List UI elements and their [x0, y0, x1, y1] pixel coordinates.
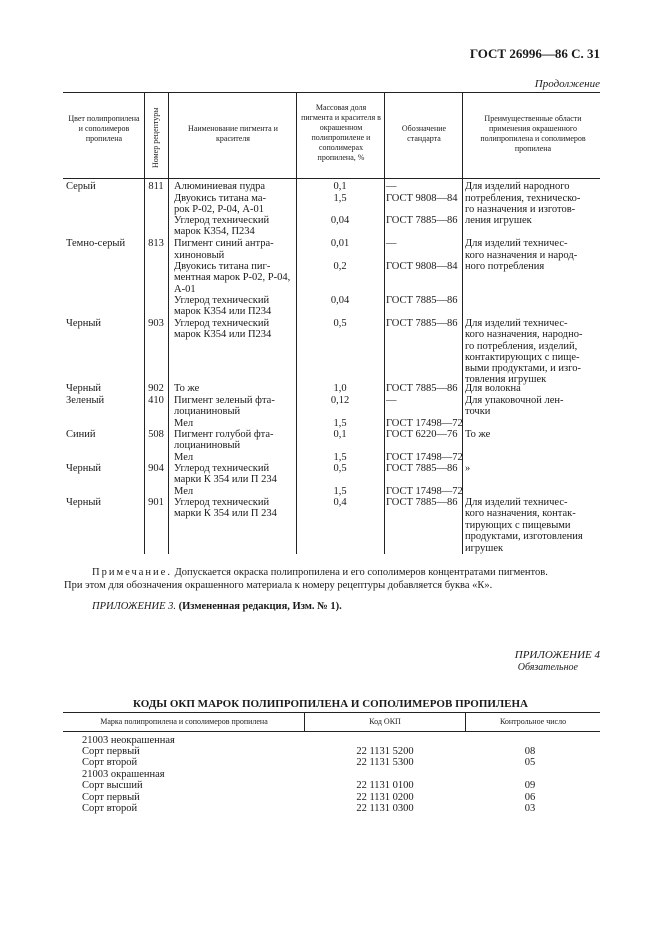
table2-header-code: Код ОКП — [369, 717, 401, 726]
cell-pigment-name: хиноновый — [174, 250, 225, 261]
cell-application: кого назначения, контак- — [465, 508, 576, 519]
cell-color: Черный — [66, 383, 102, 394]
cell-mass-fraction: 0,5 — [333, 463, 347, 474]
cell-mass-fraction: 0,12 — [330, 395, 350, 406]
cell-application: товления игрушек — [465, 374, 547, 385]
cell-grade: Сорт второй — [82, 803, 138, 814]
cell-pigment-name: марок К354 или П234 — [174, 329, 272, 340]
cell-mass-fraction: 0,01 — [330, 238, 350, 249]
cell-color: Серый — [66, 181, 96, 192]
table-row — [0, 531, 661, 543]
cell-check-number: 03 — [524, 803, 536, 814]
table-row — [0, 306, 661, 318]
table-row — [0, 272, 661, 284]
cell-color: Зеленый — [66, 395, 105, 406]
cell-mass-fraction: 1,0 — [333, 383, 347, 394]
cell-application: кого назначения и народ- — [465, 250, 578, 261]
cell-pigment-name: Пигмент голубой фта- — [174, 429, 274, 440]
cell-application: контактирующих с пище- — [465, 352, 580, 363]
cell-application: То же — [465, 429, 491, 440]
cell-recipe-number: 508 — [148, 429, 164, 440]
cell-standard: — — [386, 238, 397, 249]
cell-color: Черный — [66, 318, 102, 329]
cell-pigment-name: Углерод технический — [174, 318, 270, 329]
cell-recipe-number: 410 — [148, 395, 164, 406]
cell-application: Для изделий техничес- — [465, 318, 568, 329]
cell-check-number: 06 — [524, 792, 536, 803]
cell-grade: Сорт высший — [82, 780, 143, 791]
table1-header-recipe: Номер рецептуры — [151, 107, 160, 168]
cell-application: Для изделий народного — [465, 181, 570, 192]
cell-okp-code: 22 1131 0100 — [356, 780, 414, 791]
note-line-2: При этом для обозначения окрашенного материала к номеру рецептуры добавляется буква «К». — [64, 580, 493, 591]
cell-pigment-name: Углерод технический — [174, 295, 270, 306]
table-row — [0, 406, 661, 418]
cell-mass-fraction: 0,4 — [333, 497, 347, 508]
cell-application: го назначения и изготов- — [465, 204, 576, 215]
cell-pigment-name: Пигмент зеленый фта- — [174, 395, 275, 406]
cell-standard: ГОСТ 7885—86 — [386, 463, 458, 474]
note-label: Примечание. — [92, 567, 172, 578]
appendix4-title: ПРИЛОЖЕНИЕ 4 — [514, 649, 600, 661]
table2-col-divider — [304, 712, 305, 731]
cell-application: потребления, техническо- — [465, 193, 581, 204]
cell-application: Для изделий техничес- — [465, 238, 568, 249]
cell-pigment-name: Алюминиевая пудра — [174, 181, 266, 192]
table2-title: КОДЫ ОКП МАРОК ПОЛИПРОПИЛЕНА И СОПОЛИМЕРОВ ПРОПИЛЕНА — [133, 698, 528, 710]
cell-pigment-name: Двуокись титана ма- — [174, 193, 267, 204]
cell-pigment-name: рок Р-02, Р-04, А-01 — [174, 204, 264, 215]
cell-check-number: 09 — [524, 780, 536, 791]
cell-application: ного потребления — [465, 261, 545, 272]
table-row — [0, 329, 661, 341]
cell-application: Для упаковочной лен- — [465, 395, 564, 406]
cell-pigment-name: марок К354, П234 — [174, 226, 255, 237]
cell-recipe-number: 902 — [148, 383, 164, 394]
cell-mass-fraction: 0,04 — [330, 215, 350, 226]
table-row — [0, 238, 661, 250]
table2-header-grade: Марка полипропилена и сополимеров пропилена — [100, 717, 268, 726]
note-text-1: Допускается окраска полипропилена и его сополимеров концентратами пигментов. — [174, 567, 548, 578]
cell-pigment-name: марок К354 или П234 — [174, 306, 272, 317]
cell-mass-fraction: 0,04 — [330, 295, 350, 306]
cell-application: Для волокна — [465, 383, 521, 394]
table-row — [0, 440, 661, 452]
cell-standard: ГОСТ 17498—72 — [386, 486, 463, 497]
cell-recipe-number: 904 — [148, 463, 164, 474]
appendix3-label: ПРИЛОЖЕНИЕ 3. — [92, 601, 176, 612]
cell-mass-fraction: 0,1 — [333, 429, 347, 440]
cell-application: выми продуктами, и изго- — [465, 363, 581, 374]
cell-application: продуктами, изготовления — [465, 531, 583, 542]
cell-pigment-name: ментная марок Р-02, Р-04, — [174, 272, 291, 283]
table-row — [0, 181, 661, 193]
cell-mass-fraction: 1,5 — [333, 452, 347, 463]
table1-header-name: Наименование пигмента и красителя — [188, 124, 278, 143]
cell-recipe-number: 901 — [148, 497, 164, 508]
cell-color: Темно-серый — [66, 238, 126, 249]
cell-application: » — [465, 463, 471, 474]
cell-pigment-name: То же — [174, 383, 200, 394]
cell-recipe-number: 813 — [148, 238, 164, 249]
continuation-label: Продолжение — [534, 78, 600, 90]
cell-standard: ГОСТ 17498—72 — [386, 452, 463, 463]
cell-standard: — — [386, 395, 397, 406]
table1-header-mass: Массовая доля пигмента и красителя в окрашенном полипропилене и сополимерах пропилена, % — [301, 103, 381, 162]
cell-standard: ГОСТ 7885—86 — [386, 497, 458, 508]
cell-okp-code: 22 1131 5300 — [356, 757, 414, 768]
cell-pigment-name: лоцианиновый — [174, 406, 241, 417]
cell-check-number: 08 — [524, 746, 536, 757]
cell-pigment-name: Мел — [174, 452, 194, 463]
cell-okp-code: 22 1131 0300 — [356, 803, 414, 814]
cell-color: Черный — [66, 463, 102, 474]
table1-header-standard: Обозначение стандарта — [401, 124, 447, 143]
cell-application: ления игрушек — [465, 215, 532, 226]
table-row — [0, 383, 661, 395]
table2-top-rule — [63, 712, 600, 713]
table-row — [0, 803, 661, 815]
cell-application: го потребления, изделий, — [465, 341, 578, 352]
cell-okp-code: 22 1131 0200 — [356, 792, 414, 803]
cell-standard: ГОСТ 6220—76 — [386, 429, 458, 440]
cell-standard: ГОСТ 7885—86 — [386, 295, 458, 306]
cell-pigment-name: Двуокись титана пиг- — [174, 261, 271, 272]
table2-header-rule — [63, 731, 600, 732]
cell-standard: ГОСТ 7885—86 — [386, 215, 458, 226]
table1-header-application: Преимущественные области применения окрашенного полипропилена и сополимеров пропилена — [480, 114, 586, 153]
cell-mass-fraction: 1,5 — [333, 418, 347, 429]
cell-pigment-name: марки К 354 или П 234 — [174, 474, 277, 485]
cell-pigment-name: Углерод технический — [174, 497, 270, 508]
cell-standard: ГОСТ 17498—72 — [386, 418, 463, 429]
cell-pigment-name: А-01 — [174, 284, 196, 295]
table-row — [0, 780, 661, 792]
appendix4-subtitle: Обязательное — [517, 662, 578, 673]
cell-color: Черный — [66, 497, 102, 508]
cell-color: Синий — [66, 429, 96, 440]
cell-mass-fraction: 0,1 — [333, 181, 347, 192]
cell-pigment-name: лоцианиновый — [174, 440, 241, 451]
table-row — [0, 226, 661, 238]
table-row — [0, 757, 661, 769]
cell-mass-fraction: 0,5 — [333, 318, 347, 329]
cell-pigment-name: Мел — [174, 486, 194, 497]
cell-pigment-name: Углерод технический — [174, 215, 270, 226]
cell-recipe-number: 903 — [148, 318, 164, 329]
cell-pigment-name: Пигмент синий антра- — [174, 238, 274, 249]
cell-grade: Сорт второй — [82, 757, 138, 768]
table1-header-color: Цвет полипропилена и сополимеров пропилена — [68, 114, 140, 143]
cell-standard: ГОСТ 7885—86 — [386, 318, 458, 329]
cell-check-number: 05 — [524, 757, 536, 768]
cell-application: точки — [465, 406, 491, 417]
table-row — [0, 474, 661, 486]
appendix3-text: (Измененная редакция, Изм. № 1). — [178, 601, 342, 612]
table-row — [0, 508, 661, 520]
note-line-1 — [92, 566, 548, 579]
cell-grade: 21003 неокрашенная — [82, 735, 175, 746]
cell-standard: ГОСТ 9808—84 — [386, 261, 458, 272]
cell-pigment-name: марки К 354 или П 234 — [174, 508, 277, 519]
table-row — [0, 543, 661, 555]
cell-standard: ГОСТ 9808—84 — [386, 193, 458, 204]
cell-pigment-name: Мел — [174, 418, 194, 429]
cell-application: кого назначения, народно- — [465, 329, 583, 340]
cell-pigment-name: Углерод технический — [174, 463, 270, 474]
cell-application: тирующих с пищевыми — [465, 520, 571, 531]
cell-mass-fraction: 1,5 — [333, 193, 347, 204]
cell-grade: 21003 окрашенная — [82, 769, 165, 780]
appendix3-reference — [92, 601, 342, 612]
cell-grade: Сорт первый — [82, 792, 140, 803]
cell-standard: — — [386, 181, 397, 192]
table2-header-check: Контрольное число — [499, 717, 567, 726]
cell-grade: Сорт первый — [82, 746, 140, 757]
table2-col-divider — [465, 712, 466, 731]
cell-mass-fraction: 1,5 — [333, 486, 347, 497]
cell-application: игрушек — [465, 543, 504, 554]
page-header-title: ГОСТ 26996—86 С. 31 — [469, 46, 600, 61]
cell-okp-code: 22 1131 5200 — [356, 746, 414, 757]
cell-mass-fraction: 0,2 — [333, 261, 347, 272]
cell-application: Для изделий техничес- — [465, 497, 568, 508]
cell-standard: ГОСТ 7885—86 — [386, 383, 458, 394]
cell-recipe-number: 811 — [148, 181, 164, 192]
